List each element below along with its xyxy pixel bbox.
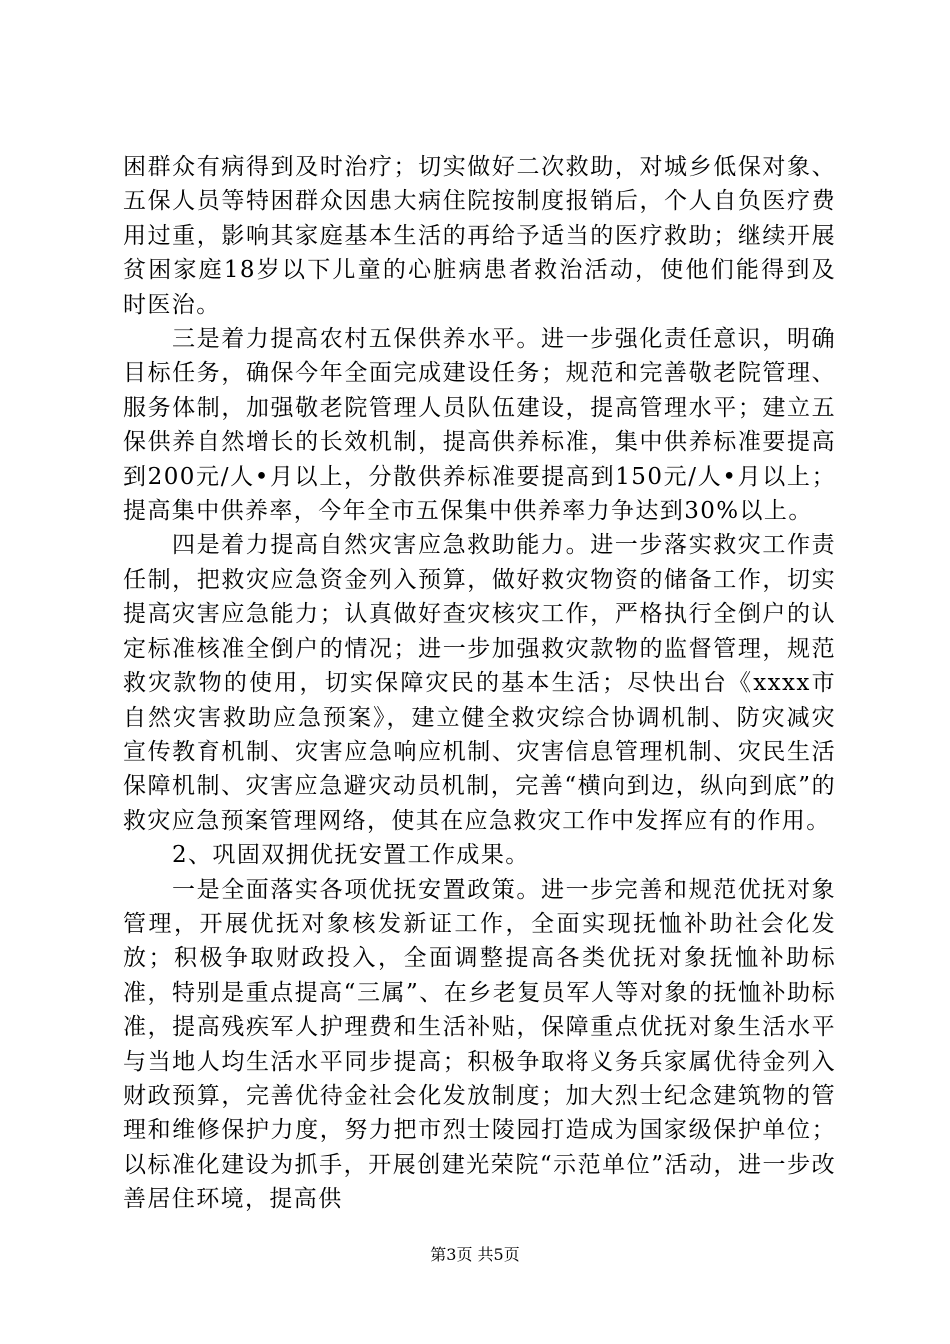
paragraph-rural-wubao: 三是着力提高农村五保供养水平。进一步强化责任意识，明确目标任务，确保今年全面完成建设任务；规范和完善敬老院管理、服务体制，加强敬老院管理人员队伍建设，提高管理水平；建立五保供养自然增长的长效机制，提高供养标准，集中供养标准要提高到200元/人•月以上，分散供养标准要提高到150元/人•月以上；提高集中供养率，今年全市五保集中供养率力争达到30%以上。 bbox=[123, 326, 836, 525]
paragraph-continued: 困群众有病得到及时治疗；切实做好二次救助，对城乡低保对象、五保人员等特困群众因患大病住院按制度报销后，个人自负医疗费用过重，影响其家庭基本生活的再给予适当的医疗救助；继续开展贫困家庭18岁以下儿童的心脏病患者救治活动，使他们能得到及时医治。 bbox=[123, 154, 836, 318]
section-heading-shuangyong: 2、巩固双拥优抚安置工作成果。 bbox=[172, 842, 530, 869]
document-body bbox=[123, 150, 836, 1217]
paragraph-disaster-relief: 四是着力提高自然灾害应急救助能力。进一步落实救灾工作责任制，把救灾应急资金列入预算，做好救灾物资的储备工作，切实提高灾害应急能力；认真做好查灾核灾工作，严格执行全倒户的认定标准核准全倒户的情况；进一步加强救灾款物的监督管理，规范救灾款物的使用，切实保障灾民的基本生活；尽快出台《xxxx市自然灾害救助应急预案》，建立健全救灾综合协调机制、防灾减灾宣传教育机制、灾害应急响应机制、灾害信息管理机制、灾民生活保障机制、灾害应急避灾动员机制，完善“横向到边，纵向到底”的救灾应急预案管理网络，使其在应急救灾工作中发挥应有的作用。 bbox=[123, 532, 836, 834]
paragraph-youfu-policy: 一是全面落实各项优抚安置政策。进一步完善和规范优抚对象管理，开展优抚对象核发新证工作，全面实现抚恤补助社会化发放；积极争取财政投入，全面调整提高各类优抚对象抚恤补助标准，特别是重点提高“三属”、在乡老复员军人等对象的抚恤补助标准，提高残疾军人护理费和生活补贴，保障重点优抚对象生活水平与当地人均生活水平同步提高；积极争取将义务兵家属优待金列入财政预算，完善优待金社会化发放制度；加大烈士纪念建筑物的管理和维修保护力度，努力把市烈士陵园打造成为国家级保护单位；以标准化建设为抓手，开展创建光荣院“示范单位”活动，进一步改善居住环境，提高供 bbox=[123, 876, 836, 1213]
page-footer: 第3页 共5页 bbox=[430, 1245, 520, 1264]
